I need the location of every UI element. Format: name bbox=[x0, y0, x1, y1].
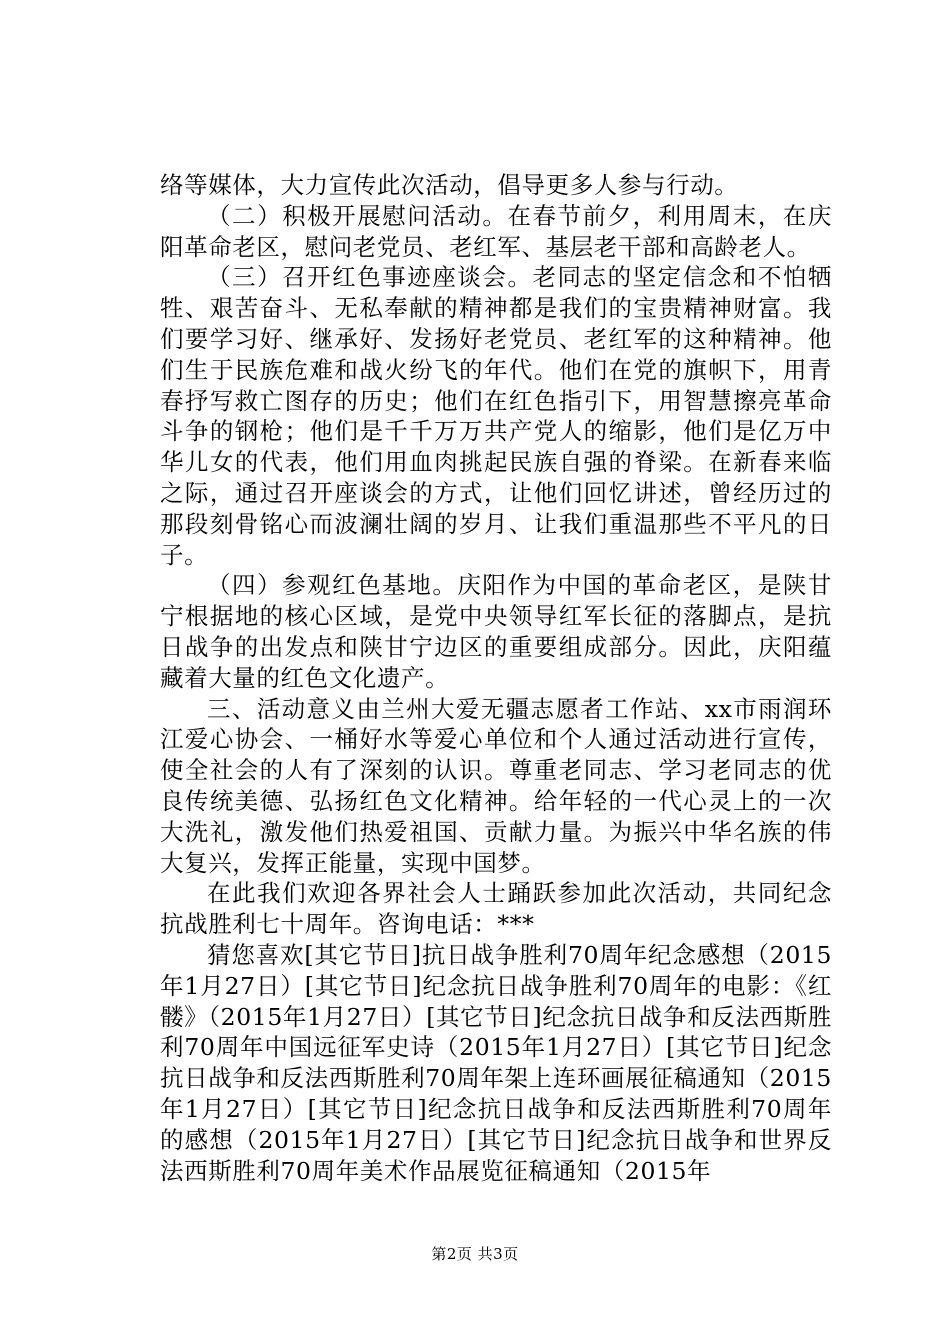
paragraph-related-articles: 猜您喜欢[其它节日]抗日战争胜利70周年纪念感想（2015年1月27日）[其它节日]纪念抗日战争胜利70周年的电影：《红髅》（2015年1月27日）[其它节日]纪念抗日战争和反法西斯胜利70周年中国远征军史诗（2015年1月27日）[其它节日]纪念抗日战争和反法西斯胜利70周年架上连环画展征稿通知（2015年1月27日）[其它节日]纪念抗日战争和反法西斯胜利70周年的感想（2015年1月27日）[其它节日]纪念抗日战争和世界反法西斯胜利70周年美术作品展览征稿通知（2015年 bbox=[160, 940, 832, 1185]
paragraph-activity-significance: 三、活动意义由兰州大爱无疆志愿者工作站、xx市雨润环江爱心协会、一桶好水等爱心单位和个人通过活动进行宣传，使全社会的人有了深刻的认识。尊重老同志、学习老同志的优良传统美德、弘扬红色文化精神。给年轻的一代心灵上的一次大洗礼，激发他们热爱祖国、贡献力量。为振兴中华名族的伟大复兴，发挥正能量，实现中国梦。 bbox=[160, 694, 832, 877]
document-body bbox=[160, 170, 832, 1186]
paragraph-red-base-visit: （四）参观红色基地。庆阳作为中国的革命老区，是陕甘宁根据地的核心区域，是党中央领导红军长征的落脚点，是抗日战争的出发点和陕甘宁边区的重要组成部分。因此，庆阳蕴藏着大量的红色文化遗产。 bbox=[160, 571, 832, 692]
paragraph-visit-activity: （二）积极开展慰问活动。在春节前夕，利用周末，在庆阳革命老区，慰问老党员、老红军、基层老干部和高龄老人。 bbox=[160, 201, 832, 261]
page-footer: 第2页 共3页 bbox=[431, 1245, 519, 1263]
paragraph-invitation: 在此我们欢迎各界社会人士踊跃参加此次活动，共同纪念抗战胜利七十周年。咨询电话：*** bbox=[160, 879, 832, 939]
paragraph-symposium: （三）召开红色事迹座谈会。老同志的坚定信念和不怕牺牲、艰苦奋斗、无私奉献的精神都是我们的宝贵精神财富。我们要学习好、继承好、发扬好老党员、老红军的这种精神。他们生于民族危难和战火纷飞的年代。他们在党的旗帜下，用青春抒写救亡图存的历史；他们在红色指引下，用智慧擦亮革命斗争的钢枪；他们是千千万万共产党人的缩影，他们是亿万中华儿女的代表，他们用血肉挑起民族自强的脊梁。在新春来临之际，通过召开座谈会的方式，让他们回忆讲述，曾经历过的那段刻骨铭心而波澜壮阔的岁月、让我们重温那些不平凡的日子。 bbox=[160, 263, 832, 569]
paragraph-media-promotion: 络等媒体，大力宣传此次活动，倡导更多人参与行动。 bbox=[160, 171, 739, 199]
